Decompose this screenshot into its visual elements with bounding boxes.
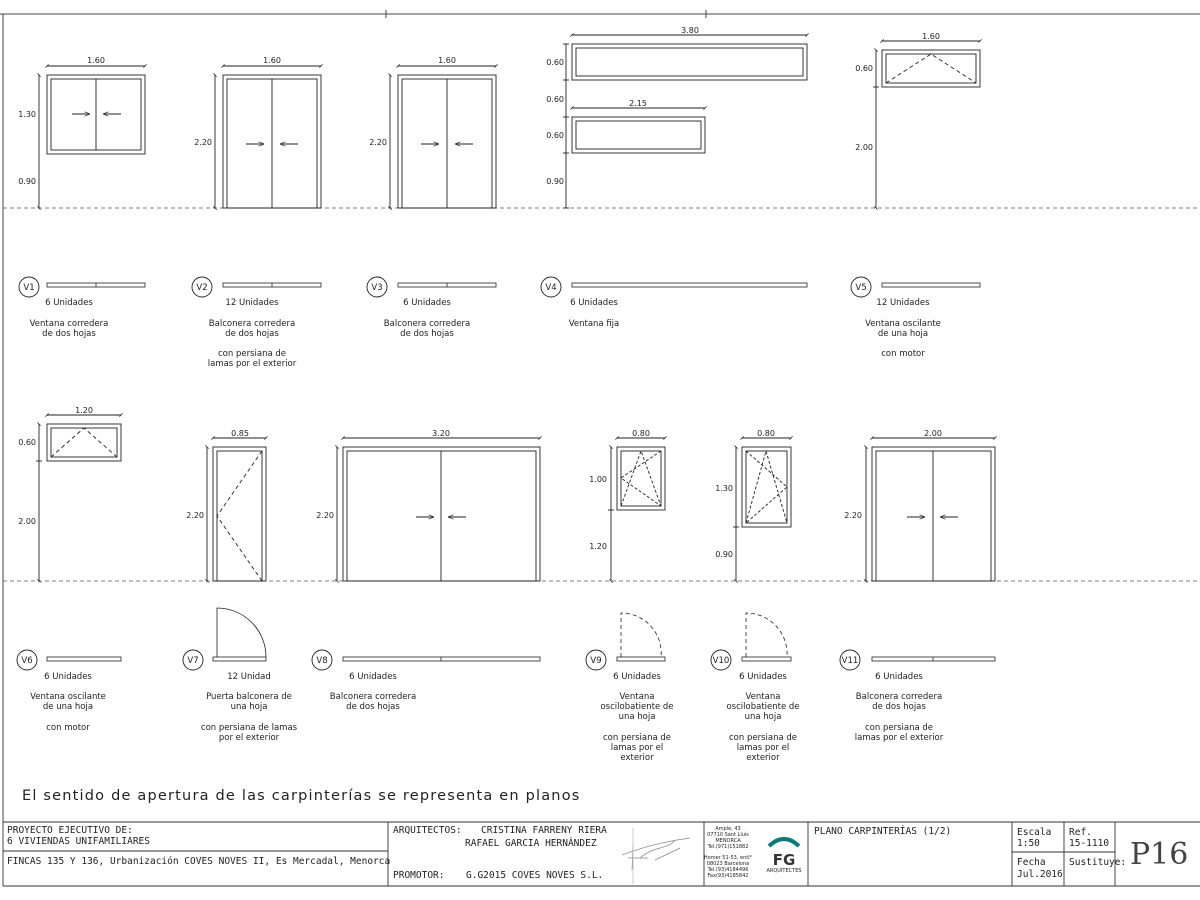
- replaces-label: Sustituye:: [1069, 857, 1127, 868]
- v11-note-2: lamas por el exterior: [854, 733, 944, 743]
- svg-text:Tel.(93)4184496: Tel.(93)4184496: [707, 867, 749, 873]
- v6-h1-dim: 0.60: [18, 438, 36, 447]
- v9-width-dim: 0.80: [632, 429, 650, 438]
- elevation-v8: [337, 438, 540, 581]
- v9-units: 6 Unidades: [613, 672, 661, 682]
- architect-1: CRISTINA FARRENY RIERA: [481, 825, 607, 836]
- v11-units: 6 Unidades: [875, 672, 923, 682]
- v3-desc-1: Balconera corredera: [383, 319, 471, 329]
- v6-desc-1: Ventana oscilante: [30, 692, 106, 702]
- v10-note-2: lamas por el: [736, 743, 790, 753]
- v7-height-dim: 2.20: [186, 511, 204, 520]
- svg-text:MENORCA: MENORCA: [715, 838, 741, 844]
- svg-text:Fax(93)4185842: Fax(93)4185842: [707, 873, 749, 879]
- v8-desc-2: de dos hojas: [346, 702, 400, 712]
- v11-width-dim: 2.00: [924, 429, 942, 438]
- v9-note-1: con persiana de: [602, 733, 672, 743]
- elevation-v3: [390, 66, 496, 208]
- v9-desc-3: una hoja: [618, 712, 656, 722]
- v5-h2-dim: 2.00: [855, 143, 873, 152]
- plan-title: PLANO CARPINTERÍAS (1/2): [814, 826, 952, 837]
- v3-desc-2: de dos hojas: [400, 329, 454, 339]
- v10-note-1: con persiana de: [728, 733, 798, 743]
- v11-note-1: con persiana de: [864, 723, 934, 733]
- v1-width-dim: 1.60: [87, 56, 105, 65]
- v6-desc-2: de una hoja: [42, 702, 94, 712]
- plan-symbols-row2: [47, 608, 995, 661]
- elevation-v11: [866, 438, 995, 581]
- v10-width-dim: 0.80: [757, 429, 775, 438]
- project-location: FINCAS 135 Y 136, Urbanización COVES NOVES II, Es Mercadal, Menorca: [7, 856, 391, 867]
- v4-h2-dim: 0.60: [546, 95, 564, 104]
- general-note: El sentido de apertura de las carpinterías se representa en planos: [22, 788, 581, 804]
- v4-desc-1: Ventana fija: [568, 319, 620, 329]
- elevation-v10: [733, 438, 791, 581]
- date-value: Jul.2016: [1017, 869, 1063, 880]
- project-line-2: 6 VIVIENDAS UNIFAMILIARES: [7, 836, 150, 847]
- architects-label: ARQUITECTOS:: [393, 825, 462, 836]
- v2-desc-2: de dos hojas: [225, 329, 279, 339]
- v1-desc-1: Ventana corredera: [29, 319, 109, 329]
- v5-units: 12 Unidades: [876, 298, 930, 308]
- v11-desc-2: de dos hojas: [872, 702, 926, 712]
- v1-height-dim: 1.30: [18, 110, 36, 119]
- office-address: [704, 826, 753, 879]
- v5-width-dim: 1.60: [922, 32, 940, 41]
- v11-code: V11: [841, 656, 859, 666]
- svg-text:Ample, 43: Ample, 43: [715, 826, 741, 832]
- v7-desc-1: Puerta balconera de: [206, 692, 292, 702]
- elevation-v2: [215, 66, 321, 208]
- v7-code: V7: [187, 656, 199, 666]
- v3-width-dim: 1.60: [438, 56, 456, 65]
- v7-note-2: por el exterior: [218, 733, 280, 743]
- v2-units: 12 Unidades: [225, 298, 279, 308]
- ref-label: Ref.: [1069, 827, 1092, 838]
- sheet-number: P16: [1130, 837, 1189, 872]
- architect-2: RAFAEL GARCIA HERNÁNDEZ: [465, 838, 597, 849]
- v3-units: 6 Unidades: [403, 298, 451, 308]
- title-block: [3, 822, 1200, 886]
- v10-h1-dim: 1.30: [715, 484, 733, 493]
- v2-width-dim: 1.60: [263, 56, 281, 65]
- elevation-v9: [608, 438, 665, 581]
- svg-text:07710 Sant Lluís: 07710 Sant Lluís: [707, 832, 749, 838]
- svg-text:Homer 51-53, entl°: Homer 51-53, entl°: [703, 855, 753, 861]
- v10-note-3: exterior: [746, 753, 780, 763]
- date-label: Fecha: [1017, 857, 1046, 868]
- v2-code: V2: [196, 283, 208, 293]
- v2-height-dim: 2.20: [194, 138, 212, 147]
- v8-desc-1: Balconera corredera: [329, 692, 417, 702]
- v10-desc-2: oscilobatiente de: [726, 702, 800, 712]
- elevation-v6: [36, 415, 121, 581]
- v1-sill-dim: 0.90: [18, 177, 36, 186]
- v6-note-1: con motor: [46, 723, 90, 733]
- v10-desc-3: una hoja: [744, 712, 782, 722]
- v5-desc-1: Ventana oscilante: [865, 319, 941, 329]
- elevation-v7: [207, 438, 266, 581]
- v11-height-dim: 2.20: [844, 511, 862, 520]
- v5-note-1: con motor: [881, 349, 925, 359]
- v1-code: V1: [23, 283, 35, 293]
- v6-width-dim: 1.20: [75, 406, 93, 415]
- v5-desc-2: de una hoja: [877, 329, 929, 339]
- promoter-label: PROMOTOR:: [393, 870, 445, 881]
- dimension-texts: [18, 26, 942, 559]
- v9-desc-1: Ventana: [619, 692, 655, 702]
- v4-width-dim: 3.80: [681, 26, 699, 35]
- v1-desc-2: de dos hojas: [42, 329, 96, 339]
- v7-desc-2: una hoja: [230, 702, 268, 712]
- v3-height-dim: 2.20: [369, 138, 387, 147]
- promoter-name: G.G2015 COVES NOVES S.L.: [466, 870, 604, 881]
- v7-note-1: con persiana de lamas: [200, 723, 298, 733]
- v9-h2-dim: 1.20: [589, 542, 607, 551]
- v7-width-dim: 0.85: [231, 429, 249, 438]
- v4-width2-dim: 2.15: [629, 99, 647, 108]
- v4-units: 6 Unidades: [570, 298, 618, 308]
- sheet-frame: [0, 10, 1200, 822]
- v9-code: V9: [590, 656, 602, 666]
- elevation-v4: [563, 35, 807, 208]
- v10-desc-1: Ventana: [745, 692, 781, 702]
- v2-note-1: con persiana de: [217, 349, 287, 359]
- elevation-v1: [39, 66, 145, 208]
- v2-note-2: lamas por el exterior: [207, 359, 297, 369]
- v4-h4-dim: 0.90: [546, 177, 564, 186]
- v4-h1-dim: 0.60: [546, 58, 564, 67]
- v6-h2-dim: 2.00: [18, 517, 36, 526]
- schedule-labels: [21, 283, 943, 763]
- project-line-1: PROYECTO EJECUTIVO DE:: [7, 825, 133, 836]
- ref-value: 15-1110: [1069, 838, 1110, 849]
- v6-units: 6 Unidades: [44, 672, 92, 682]
- v8-code: V8: [316, 656, 328, 666]
- v8-width-dim: 3.20: [432, 429, 450, 438]
- svg-text:08023 Barcelona: 08023 Barcelona: [706, 861, 750, 867]
- plan-symbols-row1: [47, 283, 980, 287]
- svg-text:Tel.(971)151882: Tel.(971)151882: [707, 844, 749, 850]
- fg-logo-sub: ARQUITECTES: [766, 868, 802, 874]
- v3-code: V3: [371, 283, 383, 293]
- v10-units: 6 Unidades: [739, 672, 787, 682]
- v9-h1-dim: 1.00: [589, 475, 607, 484]
- scale-label: Escala: [1017, 827, 1052, 838]
- v4-h3-dim: 0.60: [546, 131, 564, 140]
- v9-note-3: exterior: [620, 753, 654, 763]
- v10-code: V10: [712, 656, 730, 666]
- v8-height-dim: 2.20: [316, 511, 334, 520]
- v1-units: 6 Unidades: [45, 298, 93, 308]
- v9-note-2: lamas por el: [610, 743, 664, 753]
- v10-h2-dim: 0.90: [715, 550, 733, 559]
- v6-code: V6: [21, 656, 33, 666]
- v5-code: V5: [855, 283, 867, 293]
- fg-logo: FG: [772, 851, 796, 869]
- signature-mark: [622, 828, 690, 884]
- logo-arc: [769, 839, 799, 846]
- v11-desc-1: Balconera corredera: [855, 692, 943, 702]
- v5-h1-dim: 0.60: [855, 64, 873, 73]
- elevation-v5: [873, 41, 980, 208]
- v9-desc-2: oscilobatiente de: [600, 702, 674, 712]
- v2-desc-1: Balconera corredera: [208, 319, 296, 329]
- v8-units: 6 Unidades: [349, 672, 397, 682]
- v7-units: 12 Unidad: [227, 672, 271, 682]
- v4-code: V4: [545, 283, 557, 293]
- scale-value: 1:50: [1017, 838, 1040, 849]
